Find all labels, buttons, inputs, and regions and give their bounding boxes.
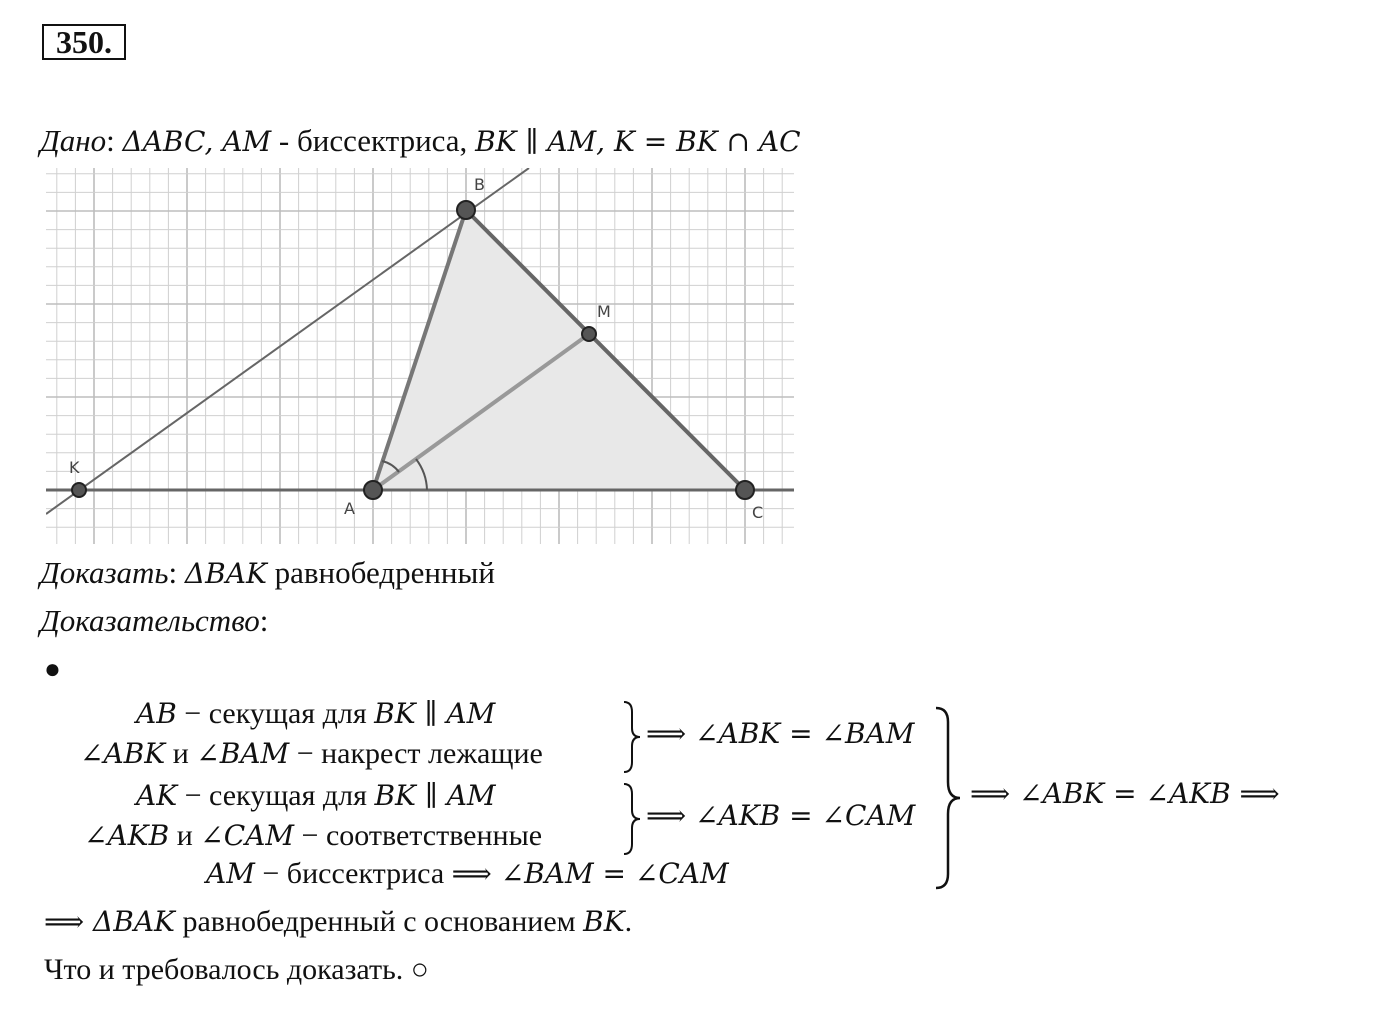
qed-line: Что и требовалось доказать. ○ [44,953,429,986]
math-bk-parallel-am-2: BK ∥ AM [374,779,496,812]
point-b [457,201,475,219]
implication-2 [646,798,915,834]
text-alternate: − накрест лежащие [289,737,543,770]
implication-1 [646,716,914,752]
label-a: A [344,499,355,518]
prove-triangle: ΔBAK [184,557,267,590]
math-angle-bam: ∠BAM [196,737,290,770]
brace-1 [622,700,642,774]
text-secant-2: − секущая для [177,779,375,812]
proof-row-1 [136,696,495,732]
given-line [40,122,801,161]
proof-label: Доказательство [40,603,260,638]
text-isosceles-base: равнобедренный с основанием [174,905,584,938]
brace-big [934,706,962,890]
given-label: Дано [40,123,107,158]
math-angle-akb: ∠AKB [84,819,170,852]
prove-colon: : [168,555,185,590]
math-bam-eq-cam: ⟹ ∠BAM = ∠CAM [451,857,729,890]
point-k [72,483,86,497]
text-and: и [165,737,197,770]
label-m: M [597,302,611,321]
proof-row-5 [206,856,729,892]
text-period: . [624,905,633,938]
prove-rest: равнобедренный [266,555,495,590]
bullet: ● [44,654,61,685]
given-relation: BK ∥ AM, K = BK ∩ AC [475,125,801,158]
math-angle-abk: ∠ABK [80,737,166,770]
math-abk-eq-akb: ⟹ ∠ABK = ∠AKB ⟹ [970,777,1280,810]
math-ab: AB [136,697,177,730]
proof-colon: : [259,603,269,638]
math-impl-1: ⟹ ∠ABK = ∠BAM [646,717,915,750]
text-secant: − секущая для [176,697,375,730]
text-bisector: − биссектриса [254,857,452,890]
math-impl-2: ⟹ ∠AKB = ∠CAM [646,799,916,832]
prove-line [40,554,495,593]
point-a [364,481,382,499]
proof-heading [40,602,268,640]
label-b: B [474,175,485,194]
text-corresponding: − соответственные [294,819,543,852]
proof-row-3 [136,778,496,814]
problem-number: 350. [42,24,126,60]
given-bisector-word: биссектриса, [296,123,476,158]
math-bk: BK [583,905,625,938]
proof-row-4 [84,818,542,854]
conclusion-line [44,904,632,940]
point-m [582,327,596,341]
label-k: K [69,458,80,477]
point-c [736,481,754,499]
math-bk-parallel-am: BK ∥ AM [374,697,496,730]
label-c: C [752,503,764,522]
geometry-figure [46,168,794,544]
given-dash: - [271,123,297,158]
given-colon: : [106,123,115,158]
given-triangle: ΔABC, AM [122,125,272,158]
text-and-2: и [169,819,201,852]
prove-label: Доказать [40,555,169,590]
brace-2 [622,782,642,856]
math-angle-cam: ∠CAM [200,819,295,852]
implication-big [970,776,1280,812]
math-ak: AK [136,779,178,812]
math-delta-bak: ⟹ ΔBAK [44,905,175,938]
math-am: AM [206,857,255,890]
proof-row-2 [80,736,543,772]
